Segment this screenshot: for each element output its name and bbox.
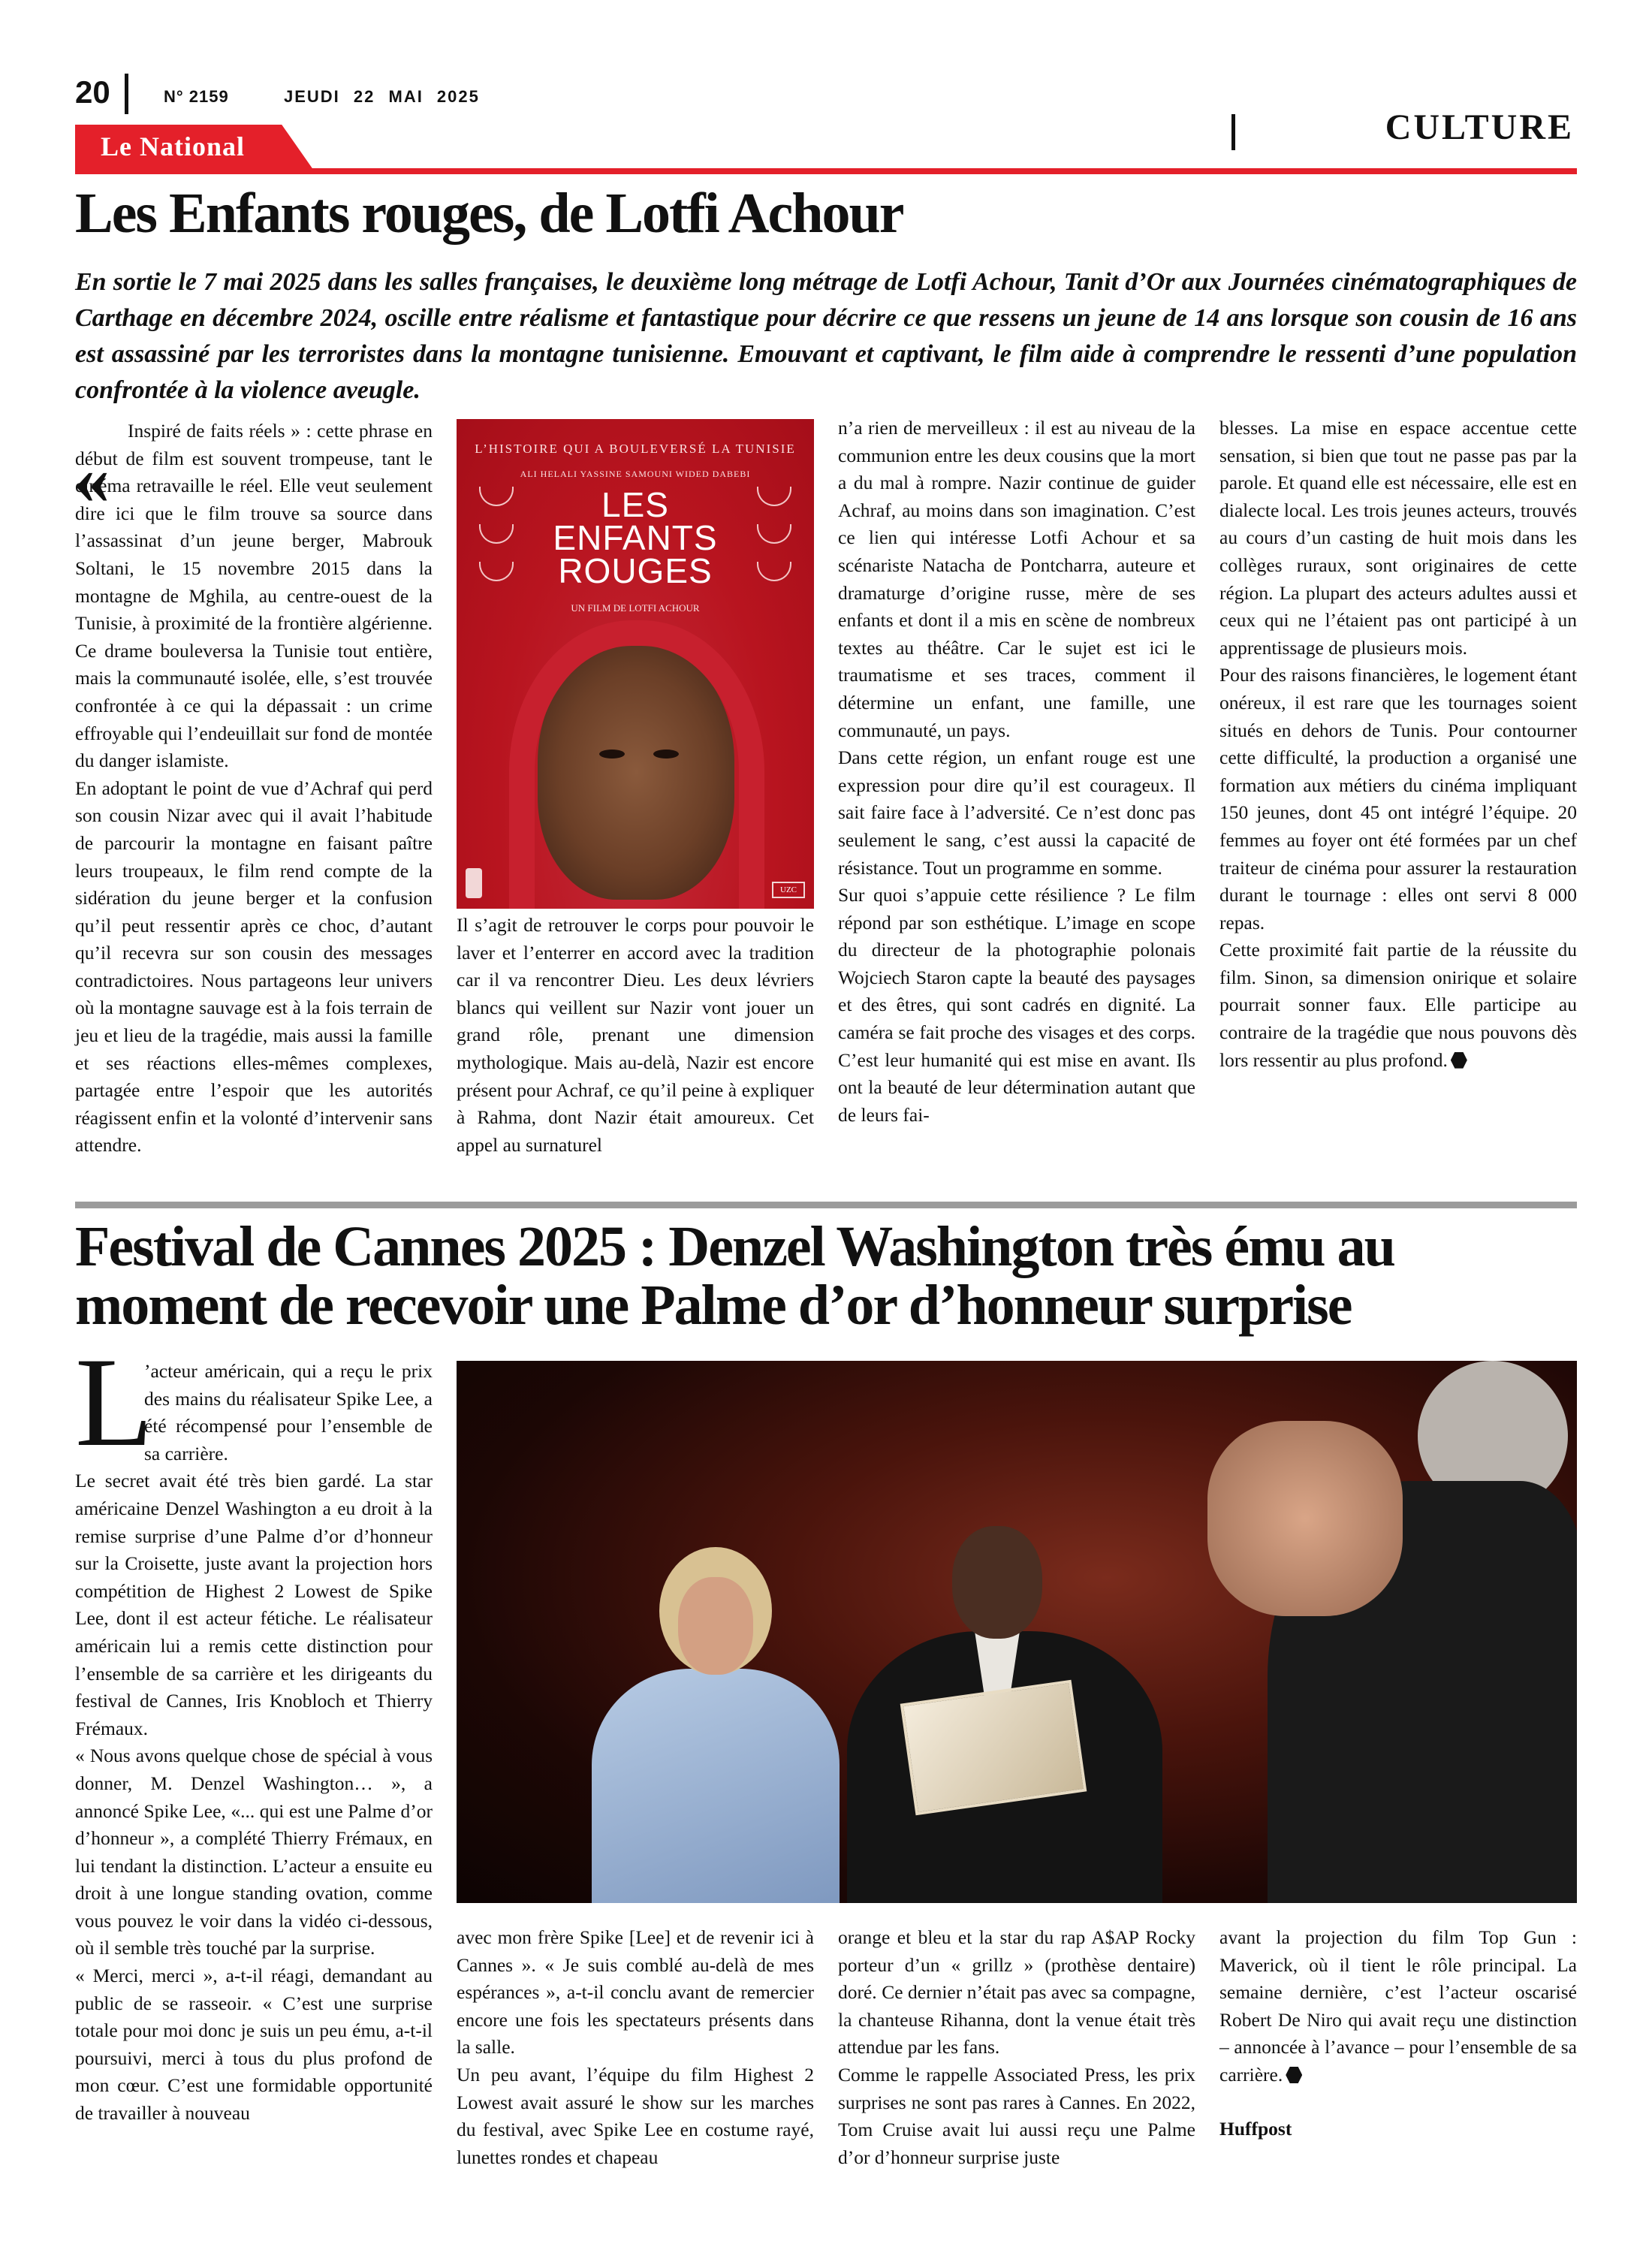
article-column-4 — [1219, 1924, 1577, 2089]
drop-cap: L — [75, 1332, 153, 1473]
film-poster — [457, 419, 814, 909]
article-title: Les Enfants rouges, de Lotfi Achour — [75, 182, 903, 245]
end-mark-icon — [1451, 1052, 1467, 1069]
palme-box — [900, 1680, 1087, 1816]
paragraph: blesses. La mise en espace accentue cette sensation, si bien que tout ne passe pas par la parole. Et quand elle est nécessaire, elle est en dialecte local. Les trois jeunes acteurs, trouvés au cours d’un casting de huit mois dans les collèges ruraux, sont originaires de cette région. La plupart des acteurs adultes aussi et ceux qui ne l’étaient pas ont participé à un apprentissage de plusieurs mois. — [1219, 417, 1577, 659]
paragraph: Comme le rappelle Associated Press, les prix surprises ne sont pas rares à Cannes. En 2022, Tom Cruise avait lui aussi reçu une Palme d’or d’honneur surprise juste — [838, 2063, 1195, 2168]
paragraph: avec mon frère Spike [Lee] et de revenir ici à Cannes ». « Je suis comblé au-delà de mes espérances », a-t-il conclu avant de remercier encore une fois les spectateurs présents dans la salle. — [457, 1926, 814, 2058]
paragraph-text: avant la projection du film Top Gun : Maverick, où il tient le rôle principal. La semaine dernière, c’est l’acteur oscarisé Robert De Niro qui avait reçu une distinction – annoncée à l’avance – pour l’ensemble de sa carrière. — [1219, 1926, 1577, 2086]
paragraph: « Nous avons quelque chose de spécial à vous donner, M. Denzel Washington… », a annoncé Spike Lee, «... qui est une Palme d’or d’honneur », a complété Thierry Frémaux, en lui tendant la distinction. L’acteur a ensuite eu droit à une longue standing ovation, comme vous pouvez le voir dans la vidéo ci-dessous, où il semble très touché par la surprise. — [75, 1745, 433, 1959]
paragraph: Inspiré de faits réels » : cette phrase en début de film est souvent trompeuse, tant le cinéma retravaille le réel. Elle veut seulement dire ici que le film trouve sa source dans l’assassinat d’un jeune berger, Mabrouk Soltani, le 15 novembre 2015 dans la montagne de Mghila, au centre-ouest de la Tunisie, à proximité de la frontière algérienne. Ce drame bouleversa la Tunisie tout entière, mais la communauté isolée, elle, s’est trouvée confrontée à ce qui la dépassait : un crime effroyable qui l’endeuillait sur fond de montée du danger islamiste. — [75, 420, 433, 772]
poster-tagline: L’HISTOIRE QUI A BOULEVERSÉ LA TUNISIE — [475, 442, 796, 456]
paragraph — [1219, 1924, 1577, 2089]
article-column-2 — [457, 1924, 814, 2171]
paragraph: n’a rien de merveilleux : il est au niveau de la communion entre les deux cousins que la mort a du mal à rompre. Nazir continue de guider Achraf, au moins dans son imagination. C’est ce lien qui intéresse Lotfi Achour et sa scénariste Natacha de Pontcharra, auteure et dramaturge d’origine russe, mère de ses enfants et dont il a mis en scène de nombreux textes au théâtre. Car le sujet est ici le traumatisme et ses traces, comment il détermine un enfant, une famille, une communauté, un pays. — [838, 417, 1195, 741]
article-column-1 — [75, 418, 433, 1160]
paragraph: « Merci, merci », a-t-il réagi, demandant au public de se rasseoir. « C’est une surprise totale pour moi donc je suis un peu ému, a-t-il poursuivi, merci à tous du plus profond de mon cœur. C’est une formidable opportunité de travailler à nouveau — [75, 1965, 433, 2125]
paragraph: ’acteur américain, qui a reçu le prix des mains du réalisateur Spike Lee, a été récompensé pour l’ensemble de sa carrière. — [144, 1360, 433, 1464]
section-label: CULTURE — [1385, 107, 1574, 147]
issue-number: N° 2159 — [164, 87, 229, 106]
page-number: 20 — [75, 74, 110, 110]
ceremony-photo — [457, 1361, 1577, 1903]
poster-title: LES ENFANTS ROUGES — [553, 485, 718, 590]
page-number-divider — [125, 74, 128, 114]
quote-mark: « — [74, 439, 110, 519]
header-rule — [75, 168, 1577, 174]
paragraph: Pour des raisons financières, le logement étant onéreux, il est rare que les tournages soient situés en dehors de Tunis. Pour contourner cette difficulté, la production a organisé une formation aux métiers du cinéma impliquant 150 jeunes, dont 45 ont intégré l’équipe. 20 femmes au foyer ont été formées par un chef traiteur de cinéma pour assurer la restauration durant le tournage : elles ont servi 8 000 repas. — [1219, 664, 1577, 933]
festival-logo-icon — [466, 868, 482, 898]
poster-director: UN FILM DE LOTFI ACHOUR — [571, 602, 700, 614]
article-lead: En sortie le 7 mai 2025 dans les salles françaises, le deuxième long métrage de Lotfi Achour, Tanit d’Or aux Journées cinématographiques de Carthage en décembre 2024, oscille entre réalisme et fantastique pour décrire ce que ressens un jeune de 14 ans lorsque son cousin de 16 ans est assassiné par les terroristes dans la montagne tunisienne. Emouvant et captivant, le film aide à comprendre le ressenti d’une population confrontée à la violence aveugle. — [75, 268, 1577, 404]
paragraph: orange et bleu et la star du rap A$AP Rocky porteur d’un « grillz » (prothèse dentaire) doré. Ce dernier n’était pas avec sa compagne, la chanteuse Rihanna, dont la venue était très attendue par les fans. — [838, 1926, 1195, 2058]
paragraph: Sur quoi s’appuie cette résilience ? Le film répond par son esthétique. L’image en scope du directeur de la photographie polonais Wojciech Staron capte la beauté des paysages et des êtres, qui sont cadrés en dignité. La caméra se fait proche des visages et des corps. C’est leur humanité qui est mise en avant. Ils ont la beauté de leur détermination autant que de leurs fai- — [838, 884, 1195, 1126]
article-column-2 — [457, 912, 814, 1159]
article-title: Festival de Cannes 2025 : Denzel Washington très ému au moment de recevoir une Palme d’or d’honneur surprise — [75, 1215, 1394, 1337]
photo-hands — [1207, 1421, 1403, 1616]
poster-hood — [509, 620, 764, 909]
article-column-4 — [1219, 415, 1577, 1074]
article-column-3 — [838, 1924, 1195, 2171]
paragraph-text: Cette proximité fait partie de la réussite du film. Sinon, sa dimension onirique et solaire pourrait sonner faux. Elle participe au contraire de la tragédie que nous pouvons dès lors ressentir au plus profond. — [1219, 939, 1577, 1071]
end-mark-icon — [1286, 2067, 1302, 2083]
article-column-3 — [838, 415, 1195, 1129]
paragraph: Un peu avant, l’équipe du film Highest 2 Lowest avait assuré le show sur les marches du festival, avec Spike Lee en costume rayé, lunettes rondes et chapeau — [457, 2063, 814, 2168]
distributor-logo: UZC — [772, 882, 805, 898]
photo-figure — [952, 1526, 1042, 1639]
paragraph: En adoptant le point de vue d’Achraf qui perd son cousin Nizar avec qui il avait l’habitude de parcourir la montagne en faisant paître leurs troupeaux, le film rend compte de la sidération du jeune berger et la confusion qu’il peut ressentir après ce choc, d’autant qu’il recevra sur son cousin des messages contradictoires. Nous partageons leur univers où la montagne sauvage est à la fois terrain de jeu et lieu de la tragédie, mais aussi la famille et ses réactions elles-mêmes complexes, partagée entre l’espoir que les autorités réagissent enfin et la volonté d’intervenir sans attendre. — [75, 777, 433, 1157]
brand-logo-text: Le National — [101, 131, 246, 161]
poster-cast: ALI HELALI YASSINE SAMOUNI WIDED DABEBI — [520, 469, 751, 479]
section-divider — [1231, 114, 1235, 150]
issue-date: JEUDI 22 MAI 2025 — [284, 87, 480, 106]
article-source: Huffpost — [1219, 2118, 1292, 2140]
article-column-1 — [75, 1358, 433, 2128]
paragraph: Dans cette région, un enfant rouge est une expression pour dire qu’il est courageux. Il sait faire face à l’adversité. Ce n’est donc pas seulement le sang, c’est aussi la capacité de résistance. Tout un programme en somme. — [838, 746, 1195, 879]
photo-figure — [592, 1669, 840, 1903]
paragraph: Il s’agit de retrouver le corps pour pouvoir le laver et l’enterrer en accord avec la tradition car il va rencontrer Dieu. Les deux lévriers blancs qui veillent sur Nazir vont jouer un grand rôle, prenant une dimension mythologique. Mais au-delà, Nazir est encore présent pour Achraf, ce qu’il peine à expliquer à Rahma, dont Nazir était amoureux. Cet appel au surnaturel — [457, 914, 814, 1156]
article-separator — [75, 1202, 1577, 1208]
paragraph — [1219, 936, 1577, 1074]
paragraph: Le secret avait été très bien gardé. La star américaine Denzel Washington a eu droit à la remise surprise d’une Palme d’or d’honneur sur la Croisette, juste avant la projection hors compétition de Highest 2 Lowest de Spike Lee, dont il est acteur fétiche. Le réalisateur américain lui a remis cette distinction pour l’ensemble de sa carrière et les dirigeants du festival de Cannes, Iris Knobloch et Thierry Frémaux. — [75, 1470, 433, 1739]
photo-figure — [678, 1577, 753, 1675]
